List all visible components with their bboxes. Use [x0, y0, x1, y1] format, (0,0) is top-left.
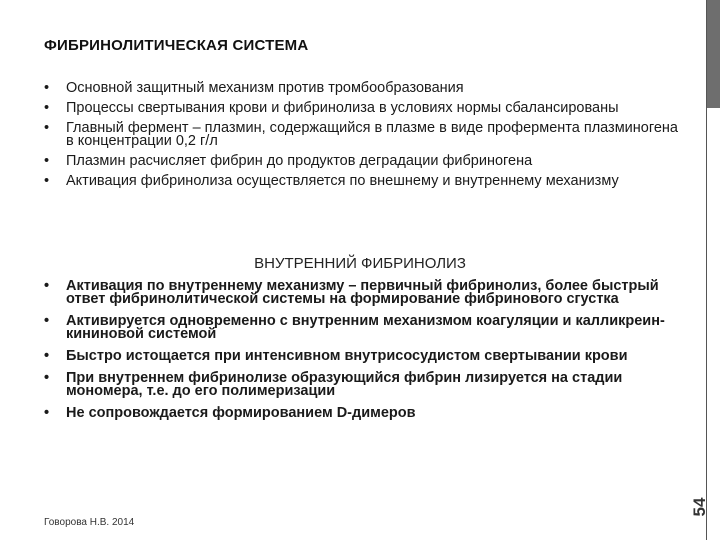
section-heading: ВНУТРЕННИЙ ФИБРИНОЛИЗ [254, 255, 466, 272]
list-item [44, 82, 684, 95]
slide-title: ФИБРИНОЛИТИЧЕСКАЯ СИСТЕМА [44, 37, 309, 54]
bullet-icon: • [44, 278, 50, 294]
bullet-text: Не сопровождается формированием D-димеров [66, 405, 416, 421]
bullet-icon: • [44, 120, 50, 136]
bullet-icon: • [44, 405, 50, 421]
list-item [44, 102, 684, 115]
bullet-text: При внутреннем фибринолизе образующийся фибрин лизируется на стадии мономера, т.е. до его полимеризации [66, 370, 623, 399]
list-item [44, 315, 684, 341]
bullet-icon: • [44, 370, 50, 386]
bullet-icon: • [44, 153, 50, 169]
list-item [44, 350, 684, 363]
list-item [44, 122, 684, 148]
bullet-text: Главный фермент – плазмин, содержащийся в плазме в виде профермента плазминогена в концентрации 0,2 г/л [66, 120, 678, 149]
list-item [44, 407, 684, 420]
bullet-icon: • [44, 173, 50, 189]
bullet-text: Плазмин расчисляет фибрин до продуктов деградации фибриногена [66, 153, 533, 169]
bullet-icon: • [44, 313, 50, 329]
page-number: 54 [690, 497, 709, 517]
bullet-icon: • [44, 348, 50, 364]
bullet-text: Процессы свертывания крови и фибринолиза в условиях нормы сбалансированы [66, 100, 619, 116]
bullet-text: Быстро истощается при интенсивном внутрисосудистом свертывании крови [66, 348, 628, 364]
list-item [44, 280, 684, 306]
bullet-text: Активация фибринолиза осуществляется по внешнему и внутреннему механизму [66, 173, 619, 189]
footer-author: Говорова Н.В. 2014 [44, 517, 135, 528]
bullet-icon: • [44, 100, 50, 116]
bullet-text: Активация по внутреннему механизму – первичный фибринолиз, более быстрый ответ фибринолитической системы на формирование фибринового сгустка [66, 278, 659, 307]
rail-accent-block [707, 0, 720, 108]
intro-bullet-list [44, 82, 684, 195]
bullet-text: Основной защитный механизм против тромбообразования [66, 80, 464, 96]
bullet-text: Активируется одновременно с внутренним механизмом коагуляции и калликреин-кининовой системой [66, 313, 665, 342]
list-item [44, 175, 684, 188]
internal-fibrinolysis-list [44, 280, 684, 429]
bullet-icon: • [44, 80, 50, 96]
list-item [44, 372, 684, 398]
list-item [44, 155, 684, 168]
